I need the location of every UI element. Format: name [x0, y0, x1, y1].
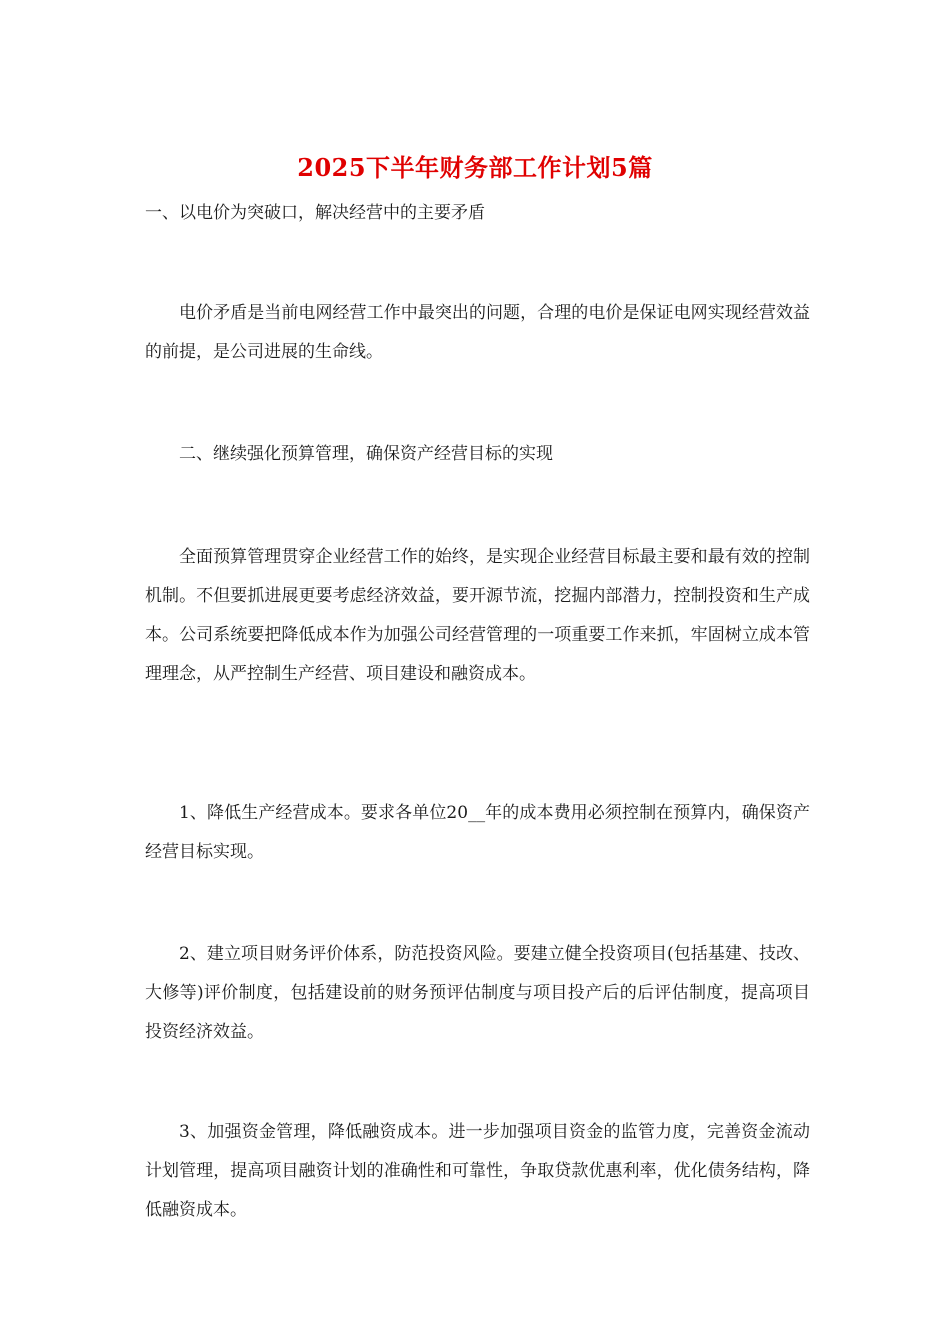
- paragraph-item-3: 3、加强资金管理，降低融资成本。进一步加强项目资金的监管力度，完善资金流动计划管理，提高项目融资计划的准确性和可靠性，争取贷款优惠利率，优化债务结构，降低融资成本。: [145, 1122, 810, 1220]
- paragraph-item-2: 2、建立项目财务评价体系，防范投资风险。要建立健全投资项目(包括基建、技改、大修等)评价制度，包括建设前的财务预评估制度与项目投产后的后评估制度，提高项目投资经济效益。: [145, 944, 810, 1042]
- paragraph-item-1: 1、降低生产经营成本。要求各单位20__年的成本费用必须控制在预算内，确保资产经营目标实现。: [145, 803, 810, 862]
- paragraph-1: 电价矛盾是当前电网经营工作中最突出的问题，合理的电价是保证电网实现经营效益的前提，是公司进展的生命线。: [145, 303, 810, 362]
- section-heading-2: 二、继续强化预算管理，确保资产经营目标的实现: [179, 444, 553, 464]
- document-title: 2025下半年财务部工作计划5篇: [297, 153, 653, 182]
- section-heading-1: 一、以电价为突破口，解决经营中的主要矛盾: [145, 203, 485, 223]
- paragraph-2: 全面预算管理贯穿企业经营工作的始终，是实现企业经营目标最主要和最有效的控制机制。不但要抓进展更要考虑经济效益，要开源节流，挖掘内部潜力，控制投资和生产成本。公司系统要把降低成本作为加强公司经营管理的一项重要工作来抓，牢固树立成本管理理念，从严控制生产经营、项目建设和融资成本。: [145, 547, 810, 684]
